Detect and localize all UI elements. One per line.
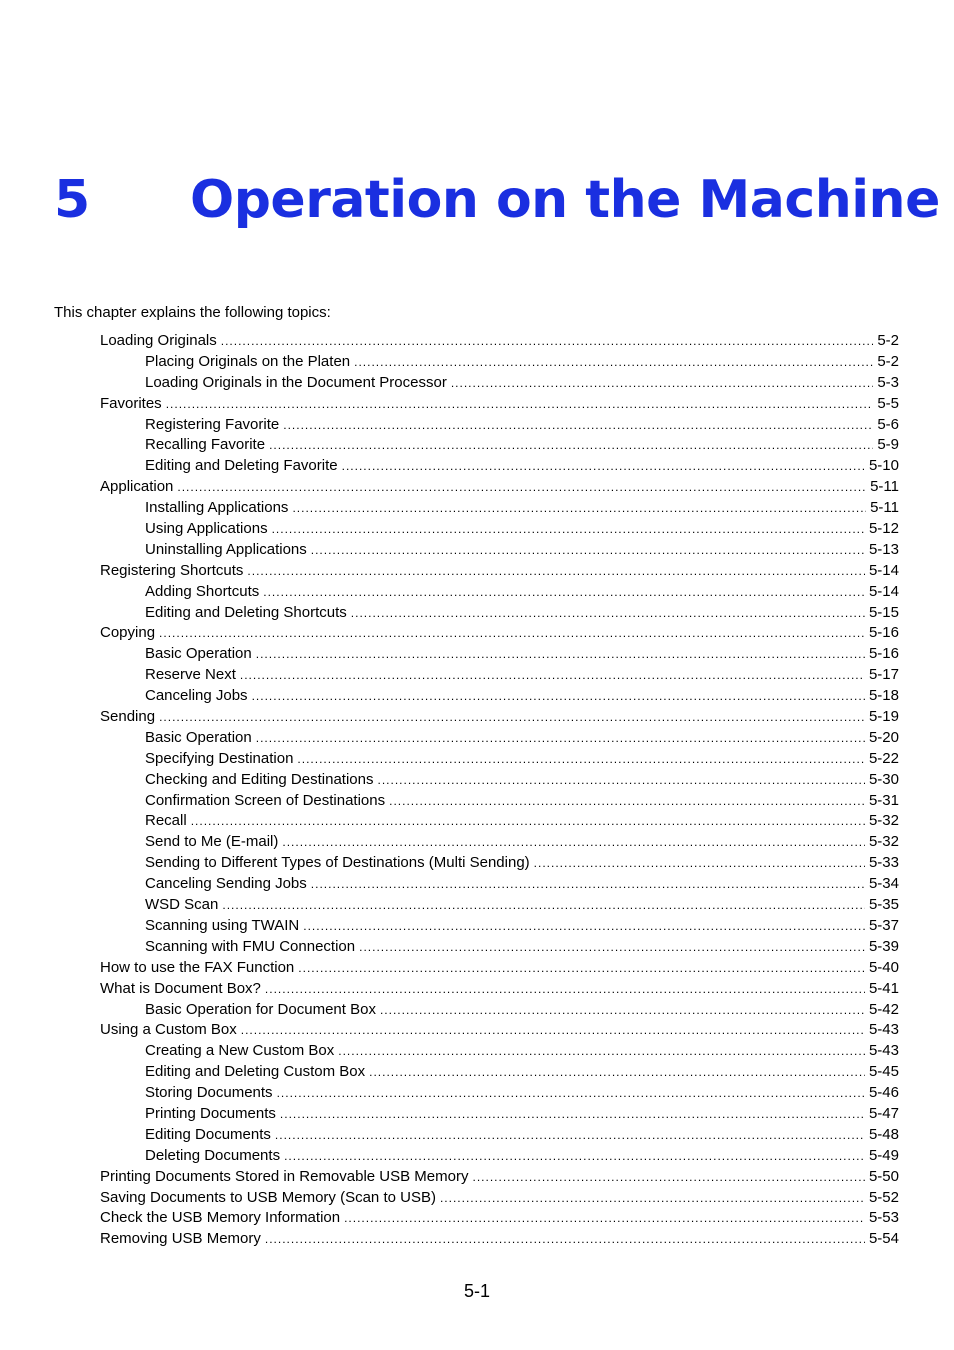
toc-entry[interactable] [100, 958, 899, 979]
toc-entry-label: Registering Favorite [145, 415, 280, 433]
toc-entry-label: WSD Scan [145, 896, 219, 914]
chapter-intro: This chapter explains the following topics: [54, 304, 331, 321]
toc-entry-label: How to use the FAX Function [100, 958, 295, 976]
page-number: 5-1 [463, 1281, 490, 1301]
toc-entry-label: Creating a New Custom Box [145, 1042, 335, 1060]
toc-leader-dots [311, 874, 865, 895]
toc-entry-page: 5-53 [868, 1209, 899, 1227]
toc-entry-page: 5-15 [868, 603, 899, 621]
toc-entry-label: What is Document Box? [100, 979, 261, 997]
toc-entry-label: Editing and Deleting Favorite [145, 457, 338, 475]
toc-entry-label: Editing and Deleting Custom Box [145, 1063, 366, 1081]
toc-entry[interactable] [100, 1125, 899, 1146]
toc-entry-page: 5-50 [868, 1167, 899, 1185]
toc-entry-page: 5-16 [868, 624, 899, 642]
toc-entry[interactable] [100, 1167, 899, 1188]
toc-entry-page: 5-17 [868, 666, 899, 684]
toc-entry-label: Check the USB Memory Information [100, 1209, 341, 1227]
toc-leader-dots [256, 728, 865, 749]
toc-entry-page: 5-47 [868, 1104, 899, 1122]
toc-entry-page: 5-40 [868, 958, 899, 976]
toc-entry[interactable] [100, 853, 899, 874]
toc-entry[interactable] [100, 811, 899, 832]
toc-entry-page: 5-54 [868, 1230, 899, 1248]
toc-entry-label: Favorites [100, 394, 162, 412]
toc-entry[interactable] [100, 1104, 899, 1125]
toc-leader-dots [534, 853, 865, 874]
toc-entry-page: 5-37 [868, 916, 899, 934]
toc-entry-label: Using a Custom Box [100, 1021, 237, 1039]
toc-entry-label: Editing and Deleting Shortcuts [145, 603, 347, 621]
toc-entry-page: 5-42 [868, 1000, 899, 1018]
toc-leader-dots [263, 582, 865, 603]
toc-entry-page: 5-10 [868, 457, 899, 475]
toc-entry-label: Recall [145, 812, 187, 830]
chapter-number: 5 [54, 170, 91, 230]
toc-entry-label: Adding Shortcuts [145, 582, 260, 600]
toc-entry-page: 5-34 [868, 875, 899, 893]
toc-leader-dots [472, 1167, 864, 1188]
toc-entry-label: Removing USB Memory [100, 1230, 261, 1248]
toc-leader-dots [240, 665, 865, 686]
table-of-contents [100, 331, 899, 1250]
toc-leader-dots [354, 352, 873, 373]
toc-entry-page: 5-13 [868, 540, 899, 558]
toc-entry-page: 5-3 [877, 373, 899, 391]
toc-entry[interactable] [100, 1146, 899, 1167]
toc-entry-page: 5-12 [868, 520, 899, 538]
toc-entry-page: 5-31 [868, 791, 899, 809]
toc-entry-label: Sending to Different Types of Destinations (Multi Sending) [145, 854, 530, 872]
toc-entry-label: Confirmation Screen of Destinations [145, 791, 386, 809]
toc-entry-page: 5-32 [868, 833, 899, 851]
toc-entry[interactable] [100, 707, 899, 728]
toc-leader-dots [282, 832, 865, 853]
toc-entry-page: 5-41 [868, 979, 899, 997]
toc-leader-dots [221, 331, 874, 352]
toc-leader-dots [159, 707, 865, 728]
toc-entry-label: Canceling Sending Jobs [145, 875, 307, 893]
toc-leader-dots [359, 937, 865, 958]
chapter-title: Operation on the Machine [190, 170, 940, 230]
toc-leader-dots [377, 770, 864, 791]
toc-entry-label: Sending [100, 708, 156, 726]
toc-entry[interactable] [100, 477, 899, 498]
toc-entry-label: Installing Applications [145, 499, 289, 517]
toc-entry-label: Deleting Documents [145, 1146, 281, 1164]
toc-entry[interactable] [100, 665, 899, 686]
toc-leader-dots [159, 623, 865, 644]
toc-leader-dots [389, 791, 865, 812]
toc-entry-page: 5-19 [868, 708, 899, 726]
toc-entry-label: Checking and Editing Destinations [145, 770, 374, 788]
toc-leader-dots [252, 686, 865, 707]
toc-entry[interactable] [100, 331, 899, 352]
toc-leader-dots [297, 749, 865, 770]
toc-entry-label: Basic Operation [145, 645, 252, 663]
toc-entry[interactable] [100, 937, 899, 958]
toc-entry[interactable] [100, 582, 899, 603]
toc-entry[interactable] [100, 1000, 899, 1021]
toc-leader-dots [284, 1146, 865, 1167]
toc-entry[interactable] [100, 1020, 899, 1041]
toc-leader-dots [241, 1020, 865, 1041]
toc-entry[interactable] [100, 895, 899, 916]
toc-entry-label: Reserve Next [145, 666, 236, 684]
toc-leader-dots [280, 1104, 865, 1125]
toc-entry[interactable] [100, 874, 899, 895]
toc-leader-dots [166, 394, 874, 415]
toc-entry-label: Registering Shortcuts [100, 561, 244, 579]
toc-entry[interactable] [100, 916, 899, 937]
toc-entry[interactable] [100, 1208, 899, 1229]
toc-entry[interactable] [100, 1041, 899, 1062]
toc-entry-label: Loading Originals [100, 332, 217, 349]
toc-leader-dots [342, 456, 865, 477]
toc-entry-page: 5-48 [868, 1125, 899, 1143]
toc-entry-page: 5-52 [868, 1188, 899, 1206]
toc-entry[interactable] [100, 540, 899, 561]
toc-entry[interactable] [100, 603, 899, 624]
toc-entry-label: Placing Originals on the Platen [145, 352, 351, 370]
toc-leader-dots [283, 415, 873, 436]
toc-entry-page: 5-2 [877, 332, 899, 349]
toc-entry-label: Printing Documents [145, 1104, 276, 1122]
toc-entry-label: Send to Me (E-mail) [145, 833, 279, 851]
toc-entry-page: 5-49 [868, 1146, 899, 1164]
toc-entry-page: 5-46 [868, 1084, 899, 1102]
toc-entry-page: 5-20 [868, 728, 899, 746]
toc-leader-dots [440, 1188, 865, 1209]
toc-entry-page: 5-43 [868, 1042, 899, 1060]
toc-entry-page: 5-6 [877, 415, 899, 433]
toc-entry-label: Copying [100, 624, 156, 642]
toc-entry-label: Canceling Jobs [145, 687, 248, 705]
toc-entry[interactable] [100, 832, 899, 853]
toc-entry-page: 5-32 [868, 812, 899, 830]
toc-leader-dots [275, 1125, 865, 1146]
toc-entry[interactable] [100, 749, 899, 770]
toc-entry[interactable] [100, 415, 899, 436]
toc-leader-dots [311, 540, 865, 561]
toc-entry-page: 5-11 [870, 478, 899, 496]
toc-entry-label: Storing Documents [145, 1084, 273, 1102]
toc-entry[interactable] [100, 770, 899, 791]
toc-entry-label: Printing Documents Stored in Removable USB Memory [100, 1167, 469, 1185]
toc-entry[interactable] [100, 791, 899, 812]
toc-entry-page: 5-45 [868, 1063, 899, 1081]
toc-entry-label: Recalling Favorite [145, 436, 266, 454]
toc-leader-dots [369, 1062, 865, 1083]
toc-leader-dots [292, 498, 866, 519]
toc-entry-page: 5-2 [877, 352, 899, 370]
toc-entry-label: Application [100, 478, 174, 496]
toc-entry[interactable] [100, 498, 899, 519]
toc-entry-label: Scanning with FMU Connection [145, 937, 356, 955]
toc-leader-dots [298, 958, 865, 979]
toc-entry[interactable] [100, 623, 899, 644]
toc-leader-dots [247, 561, 865, 582]
toc-leader-dots [303, 916, 865, 937]
toc-entry-page: 5-16 [868, 645, 899, 663]
toc-entry-page: 5-5 [877, 394, 899, 412]
toc-entry[interactable] [100, 1083, 899, 1104]
toc-leader-dots [380, 1000, 865, 1021]
toc-entry-label: Saving Documents to USB Memory (Scan to USB) [100, 1188, 436, 1206]
toc-entry[interactable] [100, 435, 899, 456]
toc-entry-page: 5-43 [868, 1021, 899, 1039]
toc-leader-dots [351, 603, 865, 624]
toc-leader-dots [344, 1208, 865, 1229]
toc-leader-dots [177, 477, 866, 498]
toc-entry[interactable] [100, 686, 899, 707]
toc-leader-dots [191, 811, 865, 832]
toc-entry-label: Basic Operation for Document Box [145, 1000, 376, 1018]
toc-entry[interactable] [100, 1229, 899, 1250]
toc-entry-page: 5-14 [868, 561, 899, 579]
toc-entry-page: 5-30 [868, 770, 899, 788]
toc-leader-dots [256, 644, 865, 665]
toc-leader-dots [265, 979, 865, 1000]
toc-entry-label: Specifying Destination [145, 749, 294, 767]
toc-leader-dots [338, 1041, 865, 1062]
toc-entry[interactable] [100, 728, 899, 749]
toc-entry-label: Loading Originals in the Document Processor [145, 373, 447, 391]
toc-entry-label: Scanning using TWAIN [145, 916, 300, 934]
toc-leader-dots [222, 895, 865, 916]
toc-entry[interactable] [100, 352, 899, 373]
toc-entry[interactable] [100, 456, 899, 477]
toc-entry-page: 5-14 [868, 582, 899, 600]
toc-entry[interactable] [100, 644, 899, 665]
toc-entry-page: 5-22 [868, 749, 899, 767]
toc-entry-page: 5-33 [868, 854, 899, 872]
toc-entry-page: 5-18 [868, 687, 899, 705]
toc-entry[interactable] [100, 394, 899, 415]
toc-entry-label: Uninstalling Applications [145, 540, 307, 558]
toc-entry[interactable] [100, 1188, 899, 1209]
toc-leader-dots [272, 519, 865, 540]
toc-entry[interactable] [100, 373, 899, 394]
toc-leader-dots [265, 1229, 865, 1250]
toc-entry[interactable] [100, 519, 899, 540]
toc-leader-dots [451, 373, 873, 394]
toc-entry-page: 5-39 [868, 937, 899, 955]
toc-leader-dots [277, 1083, 865, 1104]
toc-entry-page: 5-35 [868, 896, 899, 914]
toc-entry[interactable] [100, 979, 899, 1000]
toc-entry[interactable] [100, 561, 899, 582]
toc-entry-label: Editing Documents [145, 1125, 271, 1143]
toc-entry[interactable] [100, 1062, 899, 1083]
toc-entry-page: 5-11 [870, 499, 899, 517]
toc-entry-label: Using Applications [145, 520, 268, 538]
toc-entry-page: 5-9 [877, 436, 899, 454]
toc-entry-label: Basic Operation [145, 728, 252, 746]
toc-leader-dots [269, 435, 873, 456]
